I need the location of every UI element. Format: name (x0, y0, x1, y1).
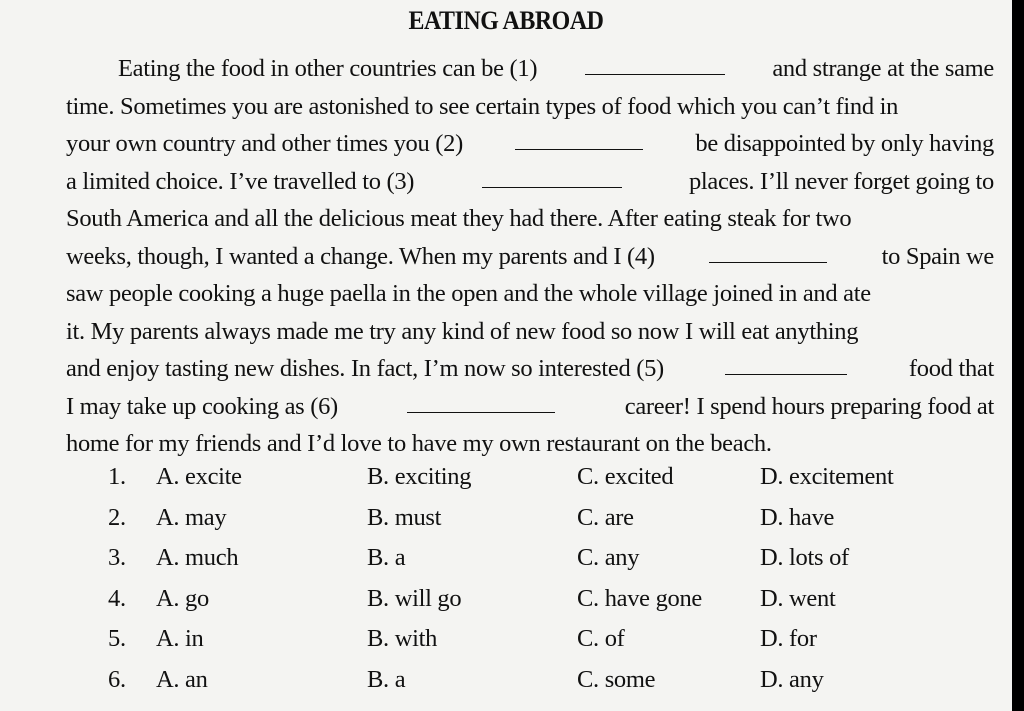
option-a: A. go (156, 584, 209, 612)
passage-text: your own country and other times you (2) (66, 130, 463, 157)
option-d: D. have (760, 503, 835, 531)
option-a: A. may (156, 503, 227, 531)
option-d: D. went (760, 584, 836, 612)
option-d: D. excitement (760, 463, 894, 490)
option-c: C. some (577, 665, 656, 693)
option-c: C. are (577, 503, 634, 531)
option-d: D. any (760, 665, 824, 693)
option-b: B. a (367, 544, 406, 571)
passage-text: saw people cooking a huge paella in the open and the whole village joined in and ate (66, 280, 871, 307)
passage-line (66, 388, 994, 426)
question-row (108, 625, 988, 666)
option-b: B. with (367, 625, 438, 652)
blank-1 (585, 50, 725, 75)
blank-6 (407, 388, 555, 413)
blank-4 (709, 238, 827, 263)
passage-text: a limited choice. I’ve travelled to (3) (66, 167, 415, 195)
passage-text: Eating the food in other countries can be (1) (118, 55, 538, 82)
question-number: 1. (108, 463, 126, 490)
question-row (108, 544, 988, 585)
option-c: C. have gone (577, 584, 702, 612)
option-b: B. exciting (367, 463, 472, 490)
question-number: 2. (108, 503, 126, 531)
passage-line (66, 50, 994, 88)
passage-line (66, 275, 994, 313)
option-d: D. lots of (760, 544, 849, 571)
blank-3 (482, 163, 622, 188)
option-c: C. excited (577, 463, 674, 490)
page-title: EATING ABROAD (408, 6, 604, 35)
passage-text: South America and all the delicious meat they had there. After eating steak for two (66, 205, 852, 232)
question-number: 6. (108, 665, 126, 693)
passage-text: places. I’ll never forget going to (688, 167, 994, 195)
question-number: 3. (108, 544, 126, 571)
option-b: B. will go (367, 584, 462, 612)
passage-text: to Spain we (881, 242, 994, 270)
option-d: D. for (760, 625, 817, 652)
option-c: C. of (577, 625, 625, 652)
passage-line (66, 200, 994, 238)
option-a: A. excite (156, 463, 242, 490)
option-a: A. an (156, 665, 208, 693)
option-a: A. much (156, 544, 239, 571)
question-row (108, 585, 988, 626)
blank-5 (725, 350, 847, 375)
passage-text: food that (908, 355, 994, 382)
passage-line (66, 238, 994, 276)
passage-text: and strange at the same (772, 55, 994, 82)
question-number: 5. (108, 625, 126, 652)
passage-line (66, 88, 994, 126)
passage-text: and enjoy tasting new dishes. In fact, I’m now so interested (5) (66, 355, 664, 382)
passage-line (66, 163, 994, 201)
blank-2 (515, 125, 643, 150)
option-c: C. any (577, 544, 640, 571)
passage-text: it. My parents always made me try any kind of new food so now I will eat anything (66, 317, 859, 345)
question-row (108, 463, 988, 504)
question-number: 4. (108, 584, 126, 612)
passage-line (66, 425, 994, 463)
passage-text: weeks, though, I wanted a change. When my parents and I (4) (66, 242, 655, 270)
passage (66, 50, 994, 463)
passage-line (66, 125, 994, 163)
passage-text: time. Sometimes you are astonished to see certain types of food which you can’t find in (66, 92, 899, 120)
passage-line (66, 350, 994, 388)
passage-text: home for my friends and I’d love to have my own restaurant on the beach. (66, 430, 772, 457)
option-b: B. a (367, 665, 406, 693)
passage-line (66, 313, 994, 351)
passage-text: be disappointed by only having (695, 130, 994, 157)
question-row (108, 666, 988, 707)
passage-text: career! I spend hours preparing food at (624, 392, 994, 420)
passage-text: I may take up cooking as (6) (66, 392, 338, 420)
option-a: A. in (156, 625, 204, 652)
question-row (108, 504, 988, 545)
answer-options (108, 463, 988, 706)
option-b: B. must (367, 503, 442, 531)
